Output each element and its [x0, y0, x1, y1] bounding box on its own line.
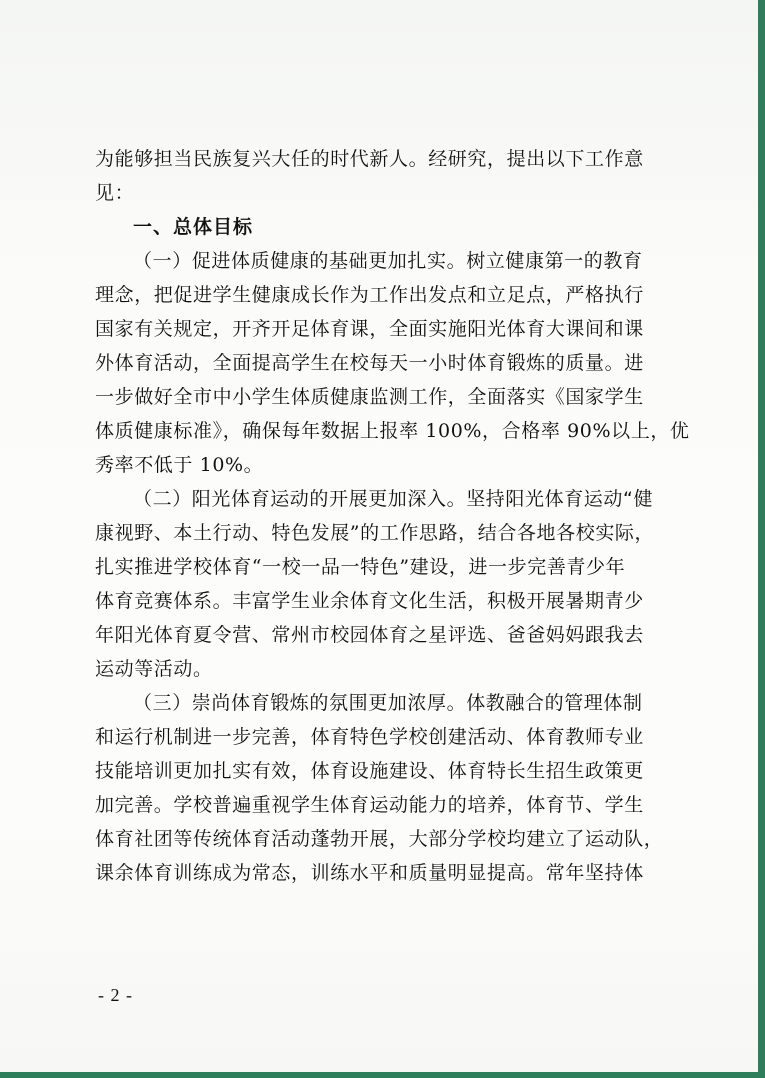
paragraph-line: 理念，把促进学生健康成长作为工作出发点和立足点，严格执行: [95, 284, 644, 306]
paragraph-line: 秀率不低于 10%。: [95, 454, 264, 476]
paragraph-line: 加完善。学校普遍重视学生体育运动能力的培养，体育节、学生: [95, 794, 644, 816]
paragraph-line: 体育竞赛体系。丰富学生业余体育文化生活，积极开展暑期青少: [95, 590, 644, 612]
paragraph-line: 体育社团等传统体育活动蓬勃开展，大部分学校均建立了运动队，: [95, 828, 664, 850]
paragraph-line: 体质健康标准》，确保每年数据上报率 100%，合格率 90%以上，优: [95, 420, 690, 442]
paragraph-line: 一步做好全市中小学生体质健康监测工作，全面落实《国家学生: [95, 386, 644, 408]
paragraph-line: 国家有关规定，开齐开足体育课，全面实施阳光体育大课间和课: [95, 318, 644, 340]
paragraph-line: 技能培训更加扎实有效，体育设施建设、体育特长生招生政策更: [95, 760, 644, 782]
page-number: - 2 -: [98, 985, 133, 1005]
body-text: [95, 142, 690, 890]
paragraph-line: 为能够担当民族复兴大任的时代新人。经研究，提出以下工作意: [95, 148, 644, 170]
paragraph-line: 见：: [95, 182, 135, 204]
paragraph-line: 运动等活动。: [95, 658, 213, 680]
paragraph-line: 外体育活动，全面提高学生在校每天一小时体育锻炼的质量。进: [95, 352, 644, 374]
subsection-2-first-line: （二）阳光体育运动的开展更加深入。坚持阳光体育运动“健: [133, 488, 654, 510]
paragraph-line: 课余体育训练成为常态，训练水平和质量明显提高。常年坚持体: [95, 862, 644, 884]
subsection-3-first-line: （三）崇尚体育锻炼的氛围更加浓厚。体教融合的管理体制: [133, 692, 643, 714]
paragraph-line: 和运行机制进一步完善，体育特色学校创建活动、体育教师专业: [95, 726, 644, 748]
paragraph-line: 扎实推进学校体育“一校一品一特色”建设，进一步完善青少年: [95, 556, 626, 578]
paragraph-line: 年阳光体育夏令营、常州市校园体育之星评选、爸爸妈妈跟我去: [95, 624, 644, 646]
subsection-1-first-line: （一）促进体质健康的基础更加扎实。树立健康第一的教育: [133, 250, 643, 272]
section-heading: 一、总体目标: [133, 216, 254, 238]
paragraph-line: 康视野、本土行动、特色发展”的工作思路，结合各地各校实际，: [95, 522, 655, 544]
